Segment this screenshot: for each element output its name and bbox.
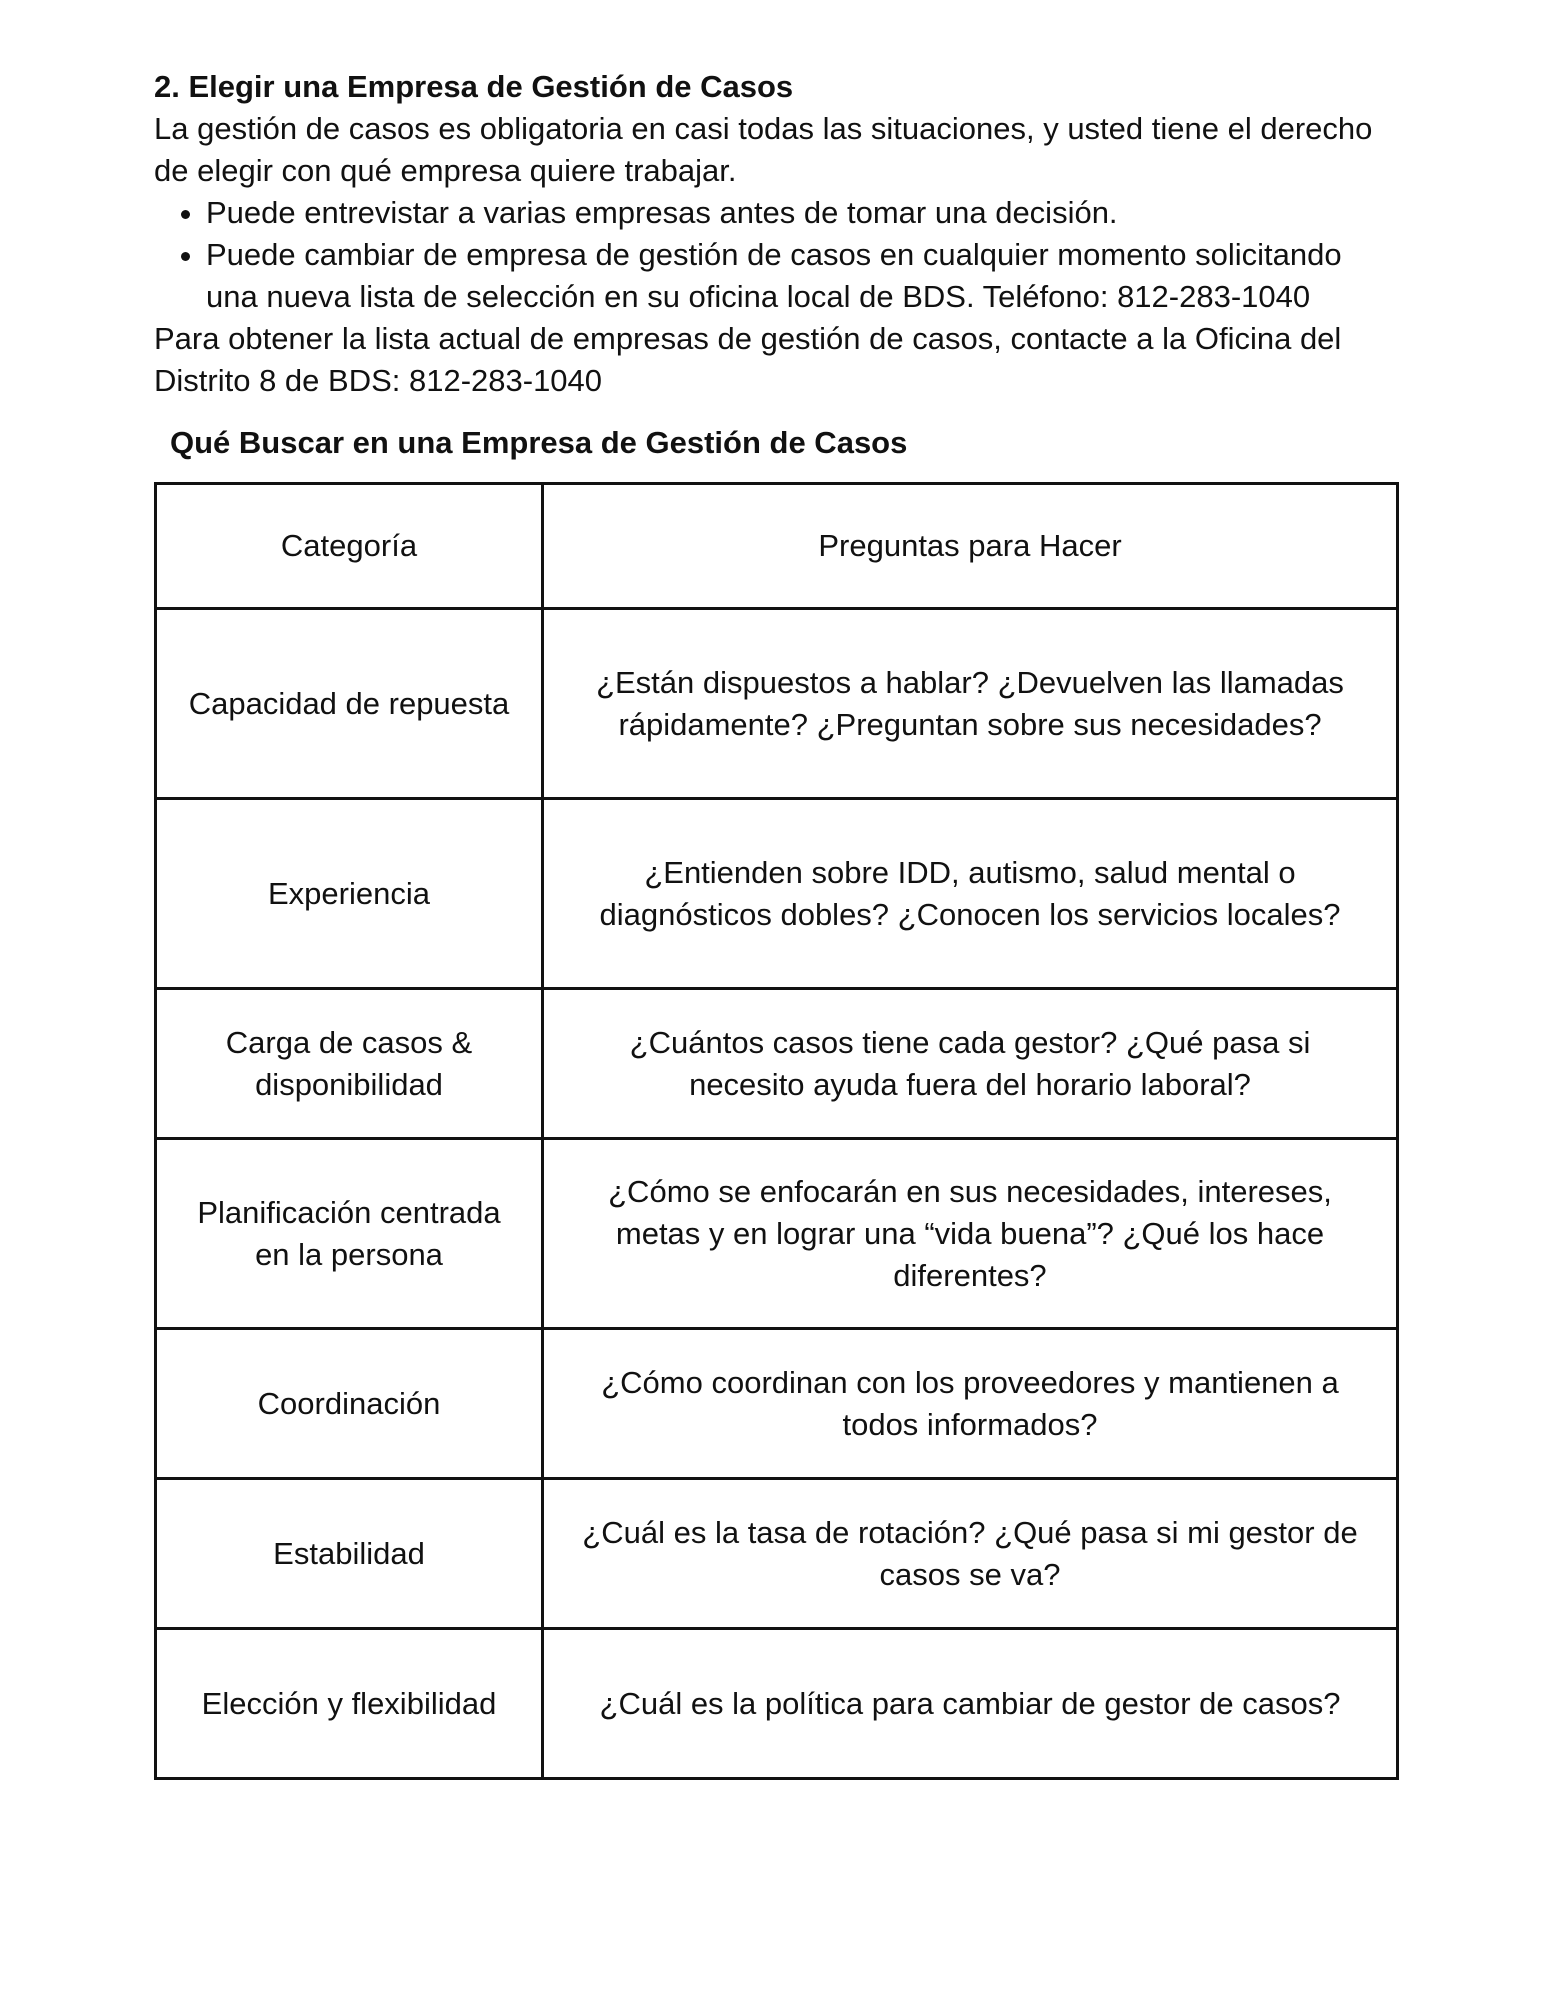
category-cell: Capacidad de repuesta: [156, 609, 543, 799]
contact-paragraph: Para obtener la lista actual de empresas de gestión de casos, contacte a la Oficina del Distrito 8 de BDS: 812-283-1040: [154, 321, 1342, 398]
bullet-item: • Puede entrevistar a varias empresas antes de tomar una decisión.: [206, 192, 1394, 234]
table-title: Qué Buscar en una Empresa de Gestión de Casos: [170, 425, 908, 460]
table-row: [156, 1329, 1398, 1479]
category-cell: Planificación centrada en la persona: [156, 1139, 543, 1329]
table-row: [156, 1139, 1398, 1329]
table-row: [156, 609, 1398, 799]
bullet-list: [154, 192, 1394, 318]
table-row: [156, 1629, 1398, 1779]
questions-cell: ¿Cuál es la tasa de rotación? ¿Qué pasa si mi gestor de casos se va?: [543, 1479, 1398, 1629]
criteria-table: [154, 482, 1399, 1780]
section-heading: 2. Elegir una Empresa de Gestión de Casos: [154, 69, 794, 104]
bullet-item: • Puede cambiar de empresa de gestión de casos en cualquier momento solicitando una nueva lista de selección en su oficina local de BDS. Teléfono: 812-283-1040: [206, 234, 1394, 318]
category-cell: Carga de casos & disponibilidad: [156, 989, 543, 1139]
column-header-questions: Preguntas para Hacer: [543, 484, 1398, 609]
table-row: [156, 989, 1398, 1139]
table-header-row: [156, 484, 1398, 609]
category-cell: Elección y flexibilidad: [156, 1629, 543, 1779]
table-row: [156, 1479, 1398, 1629]
questions-cell: ¿Cuántos casos tiene cada gestor? ¿Qué pasa si necesito ayuda fuera del horario laboral?: [543, 989, 1398, 1139]
questions-cell: ¿Entienden sobre IDD, autismo, salud mental o diagnósticos dobles? ¿Conocen los servicios locales?: [543, 799, 1398, 989]
column-header-category: Categoría: [156, 484, 543, 609]
questions-cell: ¿Cuál es la política para cambiar de gestor de casos?: [543, 1629, 1398, 1779]
category-cell: Estabilidad: [156, 1479, 543, 1629]
questions-cell: ¿Están dispuestos a hablar? ¿Devuelven las llamadas rápidamente? ¿Preguntan sobre sus necesidades?: [543, 609, 1398, 799]
questions-cell: ¿Cómo se enfocarán en sus necesidades, intereses, metas y en lograr una “vida buena”? ¿Qué los hace diferentes?: [543, 1139, 1398, 1329]
category-cell: Experiencia: [156, 799, 543, 989]
intro-paragraph: La gestión de casos es obligatoria en casi todas las situaciones, y usted tiene el derecho de elegir con qué empresa quiere trabajar.: [154, 111, 1373, 188]
document-page: [154, 66, 1394, 1780]
table-row: [156, 799, 1398, 989]
questions-cell: ¿Cómo coordinan con los proveedores y mantienen a todos informados?: [543, 1329, 1398, 1479]
category-cell: Coordinación: [156, 1329, 543, 1479]
